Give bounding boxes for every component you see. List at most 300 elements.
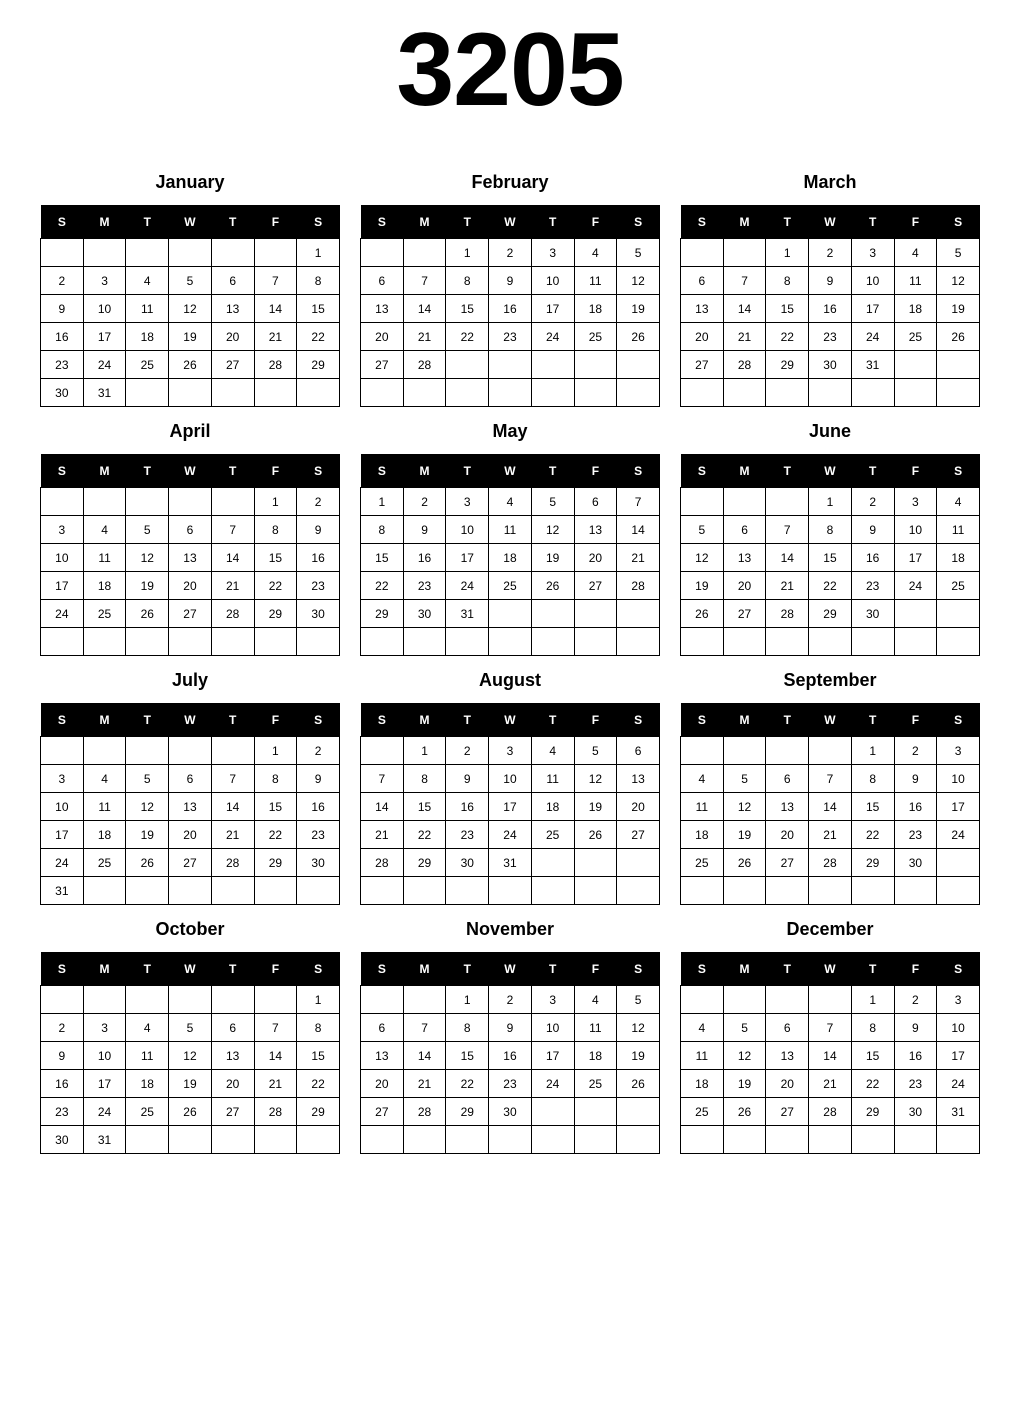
day-cell[interactable]: 10 [531,267,574,295]
day-cell[interactable]: 1 [403,737,446,765]
day-cell[interactable]: 24 [937,1070,980,1098]
day-cell[interactable]: 2 [297,488,340,516]
day-cell[interactable]: 21 [254,323,297,351]
day-cell[interactable]: 25 [937,572,980,600]
day-cell[interactable]: 20 [766,821,809,849]
day-cell[interactable]: 2 [809,239,852,267]
day-cell[interactable]: 9 [297,765,340,793]
day-cell[interactable]: 29 [403,849,446,877]
day-cell[interactable]: 22 [297,323,340,351]
day-cell[interactable]: 17 [446,544,489,572]
day-cell[interactable]: 18 [126,1070,169,1098]
day-cell[interactable]: 12 [723,793,766,821]
day-cell[interactable]: 23 [41,351,84,379]
day-cell[interactable]: 8 [254,516,297,544]
day-cell[interactable]: 20 [766,1070,809,1098]
day-cell[interactable]: 12 [681,544,724,572]
day-cell[interactable]: 22 [766,323,809,351]
day-cell[interactable]: 24 [41,849,84,877]
day-cell[interactable]: 19 [126,821,169,849]
day-cell[interactable]: 30 [894,849,937,877]
day-cell[interactable]: 12 [937,267,980,295]
day-cell[interactable]: 6 [361,1014,404,1042]
day-cell[interactable]: 19 [723,821,766,849]
day-cell[interactable]: 27 [361,351,404,379]
day-cell[interactable]: 21 [723,323,766,351]
day-cell[interactable]: 16 [489,295,532,323]
day-cell[interactable]: 3 [489,737,532,765]
day-cell[interactable]: 4 [894,239,937,267]
day-cell[interactable]: 26 [681,600,724,628]
day-cell[interactable]: 25 [126,1098,169,1126]
day-cell[interactable]: 27 [211,1098,254,1126]
day-cell[interactable]: 13 [723,544,766,572]
day-cell[interactable]: 27 [574,572,617,600]
day-cell[interactable]: 27 [766,1098,809,1126]
day-cell[interactable]: 15 [851,1042,894,1070]
day-cell[interactable]: 5 [169,1014,212,1042]
day-cell[interactable]: 26 [126,849,169,877]
day-cell[interactable]: 20 [681,323,724,351]
day-cell[interactable]: 2 [41,1014,84,1042]
day-cell[interactable]: 22 [297,1070,340,1098]
day-cell[interactable]: 28 [361,849,404,877]
day-cell[interactable]: 31 [83,1126,126,1154]
day-cell[interactable]: 28 [809,849,852,877]
day-cell[interactable]: 3 [531,239,574,267]
day-cell[interactable]: 21 [809,821,852,849]
day-cell[interactable]: 23 [489,323,532,351]
day-cell[interactable]: 6 [617,737,660,765]
day-cell[interactable]: 19 [169,1070,212,1098]
day-cell[interactable]: 26 [937,323,980,351]
day-cell[interactable]: 26 [617,323,660,351]
day-cell[interactable]: 29 [851,1098,894,1126]
day-cell[interactable]: 5 [617,986,660,1014]
day-cell[interactable]: 4 [126,267,169,295]
day-cell[interactable]: 31 [446,600,489,628]
day-cell[interactable]: 9 [851,516,894,544]
day-cell[interactable]: 11 [574,267,617,295]
day-cell[interactable]: 30 [403,600,446,628]
day-cell[interactable]: 15 [851,793,894,821]
day-cell[interactable]: 27 [617,821,660,849]
day-cell[interactable]: 9 [894,1014,937,1042]
day-cell[interactable]: 9 [403,516,446,544]
day-cell[interactable]: 11 [937,516,980,544]
day-cell[interactable]: 8 [361,516,404,544]
day-cell[interactable]: 30 [41,1126,84,1154]
day-cell[interactable]: 28 [254,1098,297,1126]
day-cell[interactable]: 16 [403,544,446,572]
day-cell[interactable]: 20 [211,323,254,351]
day-cell[interactable]: 7 [403,1014,446,1042]
day-cell[interactable]: 10 [489,765,532,793]
day-cell[interactable]: 17 [937,1042,980,1070]
day-cell[interactable]: 12 [617,1014,660,1042]
day-cell[interactable]: 3 [83,1014,126,1042]
day-cell[interactable]: 3 [851,239,894,267]
day-cell[interactable]: 24 [41,600,84,628]
day-cell[interactable]: 15 [297,1042,340,1070]
day-cell[interactable]: 13 [361,295,404,323]
day-cell[interactable]: 6 [169,765,212,793]
day-cell[interactable]: 5 [126,516,169,544]
day-cell[interactable]: 9 [41,295,84,323]
day-cell[interactable]: 5 [723,1014,766,1042]
day-cell[interactable]: 4 [83,765,126,793]
day-cell[interactable]: 29 [361,600,404,628]
day-cell[interactable]: 23 [297,572,340,600]
day-cell[interactable]: 1 [851,986,894,1014]
day-cell[interactable]: 7 [723,267,766,295]
day-cell[interactable]: 10 [894,516,937,544]
day-cell[interactable]: 11 [531,765,574,793]
day-cell[interactable]: 17 [531,1042,574,1070]
day-cell[interactable]: 19 [681,572,724,600]
day-cell[interactable]: 2 [297,737,340,765]
day-cell[interactable]: 17 [531,295,574,323]
day-cell[interactable]: 17 [851,295,894,323]
day-cell[interactable]: 30 [894,1098,937,1126]
day-cell[interactable]: 21 [211,821,254,849]
day-cell[interactable]: 12 [126,544,169,572]
day-cell[interactable]: 15 [254,544,297,572]
day-cell[interactable]: 11 [681,1042,724,1070]
day-cell[interactable]: 4 [531,737,574,765]
day-cell[interactable]: 30 [809,351,852,379]
day-cell[interactable]: 4 [574,239,617,267]
day-cell[interactable]: 1 [446,986,489,1014]
day-cell[interactable]: 31 [937,1098,980,1126]
day-cell[interactable]: 9 [41,1042,84,1070]
day-cell[interactable]: 6 [361,267,404,295]
day-cell[interactable]: 6 [211,267,254,295]
day-cell[interactable]: 20 [169,572,212,600]
day-cell[interactable]: 8 [446,267,489,295]
day-cell[interactable]: 22 [403,821,446,849]
day-cell[interactable]: 26 [531,572,574,600]
day-cell[interactable]: 21 [361,821,404,849]
day-cell[interactable]: 13 [574,516,617,544]
day-cell[interactable]: 28 [211,600,254,628]
day-cell[interactable]: 2 [489,986,532,1014]
day-cell[interactable]: 15 [766,295,809,323]
day-cell[interactable]: 16 [41,323,84,351]
day-cell[interactable]: 2 [851,488,894,516]
day-cell[interactable]: 23 [403,572,446,600]
day-cell[interactable]: 7 [211,516,254,544]
day-cell[interactable]: 14 [403,1042,446,1070]
day-cell[interactable]: 12 [169,1042,212,1070]
day-cell[interactable]: 22 [851,1070,894,1098]
day-cell[interactable]: 24 [83,351,126,379]
day-cell[interactable]: 29 [254,600,297,628]
day-cell[interactable]: 16 [809,295,852,323]
day-cell[interactable]: 5 [681,516,724,544]
day-cell[interactable]: 16 [446,793,489,821]
day-cell[interactable]: 5 [574,737,617,765]
day-cell[interactable]: 24 [446,572,489,600]
day-cell[interactable]: 25 [531,821,574,849]
day-cell[interactable]: 10 [937,1014,980,1042]
day-cell[interactable]: 3 [937,737,980,765]
day-cell[interactable]: 23 [809,323,852,351]
day-cell[interactable]: 9 [894,765,937,793]
day-cell[interactable]: 10 [41,544,84,572]
day-cell[interactable]: 4 [937,488,980,516]
day-cell[interactable]: 8 [403,765,446,793]
day-cell[interactable]: 14 [211,544,254,572]
day-cell[interactable]: 8 [851,1014,894,1042]
day-cell[interactable]: 30 [446,849,489,877]
day-cell[interactable]: 12 [617,267,660,295]
day-cell[interactable]: 6 [723,516,766,544]
day-cell[interactable]: 25 [894,323,937,351]
day-cell[interactable]: 18 [126,323,169,351]
day-cell[interactable]: 3 [531,986,574,1014]
day-cell[interactable]: 29 [446,1098,489,1126]
day-cell[interactable]: 19 [937,295,980,323]
day-cell[interactable]: 6 [574,488,617,516]
day-cell[interactable]: 30 [41,379,84,407]
day-cell[interactable]: 20 [574,544,617,572]
day-cell[interactable]: 10 [83,295,126,323]
day-cell[interactable]: 14 [617,516,660,544]
day-cell[interactable]: 25 [574,323,617,351]
day-cell[interactable]: 28 [723,351,766,379]
day-cell[interactable]: 4 [574,986,617,1014]
day-cell[interactable]: 9 [489,1014,532,1042]
day-cell[interactable]: 15 [446,295,489,323]
day-cell[interactable]: 26 [169,1098,212,1126]
day-cell[interactable]: 11 [126,1042,169,1070]
day-cell[interactable]: 7 [617,488,660,516]
day-cell[interactable]: 23 [489,1070,532,1098]
day-cell[interactable]: 25 [574,1070,617,1098]
day-cell[interactable]: 2 [403,488,446,516]
day-cell[interactable]: 12 [126,793,169,821]
day-cell[interactable]: 6 [169,516,212,544]
day-cell[interactable]: 22 [254,572,297,600]
day-cell[interactable]: 9 [809,267,852,295]
day-cell[interactable]: 3 [446,488,489,516]
day-cell[interactable]: 23 [446,821,489,849]
day-cell[interactable]: 5 [723,765,766,793]
day-cell[interactable]: 17 [41,821,84,849]
day-cell[interactable]: 6 [681,267,724,295]
day-cell[interactable]: 29 [297,1098,340,1126]
day-cell[interactable]: 8 [766,267,809,295]
day-cell[interactable]: 23 [41,1098,84,1126]
day-cell[interactable]: 5 [937,239,980,267]
day-cell[interactable]: 9 [489,267,532,295]
day-cell[interactable]: 20 [169,821,212,849]
day-cell[interactable]: 31 [489,849,532,877]
day-cell[interactable]: 15 [809,544,852,572]
day-cell[interactable]: 2 [894,737,937,765]
day-cell[interactable]: 14 [211,793,254,821]
day-cell[interactable]: 31 [851,351,894,379]
day-cell[interactable]: 7 [254,267,297,295]
day-cell[interactable]: 12 [531,516,574,544]
day-cell[interactable]: 7 [809,765,852,793]
day-cell[interactable]: 10 [446,516,489,544]
day-cell[interactable]: 29 [809,600,852,628]
day-cell[interactable]: 24 [531,323,574,351]
day-cell[interactable]: 2 [894,986,937,1014]
day-cell[interactable]: 22 [446,1070,489,1098]
day-cell[interactable]: 21 [766,572,809,600]
day-cell[interactable]: 1 [809,488,852,516]
day-cell[interactable]: 13 [169,793,212,821]
day-cell[interactable]: 14 [809,793,852,821]
day-cell[interactable]: 18 [574,295,617,323]
day-cell[interactable]: 28 [403,351,446,379]
day-cell[interactable]: 28 [254,351,297,379]
day-cell[interactable]: 16 [894,1042,937,1070]
day-cell[interactable]: 24 [851,323,894,351]
day-cell[interactable]: 1 [254,737,297,765]
day-cell[interactable]: 16 [41,1070,84,1098]
day-cell[interactable]: 27 [681,351,724,379]
day-cell[interactable]: 19 [531,544,574,572]
day-cell[interactable]: 12 [723,1042,766,1070]
day-cell[interactable]: 25 [681,849,724,877]
day-cell[interactable]: 15 [446,1042,489,1070]
day-cell[interactable]: 17 [83,323,126,351]
day-cell[interactable]: 28 [809,1098,852,1126]
day-cell[interactable]: 15 [403,793,446,821]
day-cell[interactable]: 18 [894,295,937,323]
day-cell[interactable]: 26 [723,849,766,877]
day-cell[interactable]: 2 [489,239,532,267]
day-cell[interactable]: 15 [361,544,404,572]
day-cell[interactable]: 11 [83,793,126,821]
day-cell[interactable]: 1 [361,488,404,516]
day-cell[interactable]: 17 [894,544,937,572]
day-cell[interactable]: 21 [211,572,254,600]
day-cell[interactable]: 27 [169,849,212,877]
day-cell[interactable]: 8 [297,1014,340,1042]
day-cell[interactable]: 4 [681,765,724,793]
day-cell[interactable]: 28 [766,600,809,628]
day-cell[interactable]: 6 [766,1014,809,1042]
day-cell[interactable]: 16 [489,1042,532,1070]
day-cell[interactable]: 31 [41,877,84,905]
day-cell[interactable]: 15 [297,295,340,323]
day-cell[interactable]: 30 [489,1098,532,1126]
day-cell[interactable]: 17 [937,793,980,821]
day-cell[interactable]: 29 [254,849,297,877]
day-cell[interactable]: 23 [851,572,894,600]
day-cell[interactable]: 23 [894,1070,937,1098]
day-cell[interactable]: 16 [894,793,937,821]
day-cell[interactable]: 30 [297,849,340,877]
day-cell[interactable]: 10 [851,267,894,295]
day-cell[interactable]: 18 [681,821,724,849]
day-cell[interactable]: 19 [574,793,617,821]
day-cell[interactable]: 6 [766,765,809,793]
day-cell[interactable]: 5 [617,239,660,267]
day-cell[interactable]: 8 [851,765,894,793]
day-cell[interactable]: 18 [574,1042,617,1070]
day-cell[interactable]: 3 [41,516,84,544]
day-cell[interactable]: 19 [126,572,169,600]
day-cell[interactable]: 27 [169,600,212,628]
day-cell[interactable]: 10 [937,765,980,793]
day-cell[interactable]: 7 [809,1014,852,1042]
day-cell[interactable]: 7 [361,765,404,793]
day-cell[interactable]: 18 [937,544,980,572]
day-cell[interactable]: 13 [211,295,254,323]
day-cell[interactable]: 26 [617,1070,660,1098]
day-cell[interactable]: 20 [617,793,660,821]
day-cell[interactable]: 27 [361,1098,404,1126]
day-cell[interactable]: 11 [489,516,532,544]
day-cell[interactable]: 17 [41,572,84,600]
day-cell[interactable]: 17 [489,793,532,821]
day-cell[interactable]: 14 [809,1042,852,1070]
day-cell[interactable]: 8 [809,516,852,544]
day-cell[interactable]: 13 [169,544,212,572]
day-cell[interactable]: 8 [254,765,297,793]
day-cell[interactable]: 26 [723,1098,766,1126]
day-cell[interactable]: 29 [297,351,340,379]
day-cell[interactable]: 13 [617,765,660,793]
day-cell[interactable]: 25 [83,849,126,877]
day-cell[interactable]: 7 [254,1014,297,1042]
day-cell[interactable]: 30 [851,600,894,628]
day-cell[interactable]: 21 [254,1070,297,1098]
day-cell[interactable]: 22 [446,323,489,351]
day-cell[interactable]: 24 [894,572,937,600]
day-cell[interactable]: 18 [83,572,126,600]
day-cell[interactable]: 11 [681,793,724,821]
day-cell[interactable]: 25 [126,351,169,379]
day-cell[interactable]: 18 [681,1070,724,1098]
day-cell[interactable]: 31 [83,379,126,407]
day-cell[interactable]: 16 [851,544,894,572]
day-cell[interactable]: 1 [254,488,297,516]
day-cell[interactable]: 6 [211,1014,254,1042]
day-cell[interactable]: 19 [617,295,660,323]
day-cell[interactable]: 14 [361,793,404,821]
day-cell[interactable]: 4 [83,516,126,544]
day-cell[interactable]: 20 [723,572,766,600]
day-cell[interactable]: 24 [937,821,980,849]
day-cell[interactable]: 29 [766,351,809,379]
day-cell[interactable]: 28 [211,849,254,877]
day-cell[interactable]: 19 [617,1042,660,1070]
day-cell[interactable]: 11 [83,544,126,572]
day-cell[interactable]: 26 [126,600,169,628]
day-cell[interactable]: 4 [681,1014,724,1042]
day-cell[interactable]: 14 [254,1042,297,1070]
day-cell[interactable]: 4 [126,1014,169,1042]
day-cell[interactable]: 24 [489,821,532,849]
day-cell[interactable]: 20 [361,323,404,351]
day-cell[interactable]: 7 [211,765,254,793]
day-cell[interactable]: 24 [531,1070,574,1098]
day-cell[interactable]: 27 [211,351,254,379]
day-cell[interactable]: 8 [446,1014,489,1042]
day-cell[interactable]: 9 [297,516,340,544]
day-cell[interactable]: 7 [403,267,446,295]
day-cell[interactable]: 22 [851,821,894,849]
day-cell[interactable]: 14 [403,295,446,323]
day-cell[interactable]: 1 [297,986,340,1014]
